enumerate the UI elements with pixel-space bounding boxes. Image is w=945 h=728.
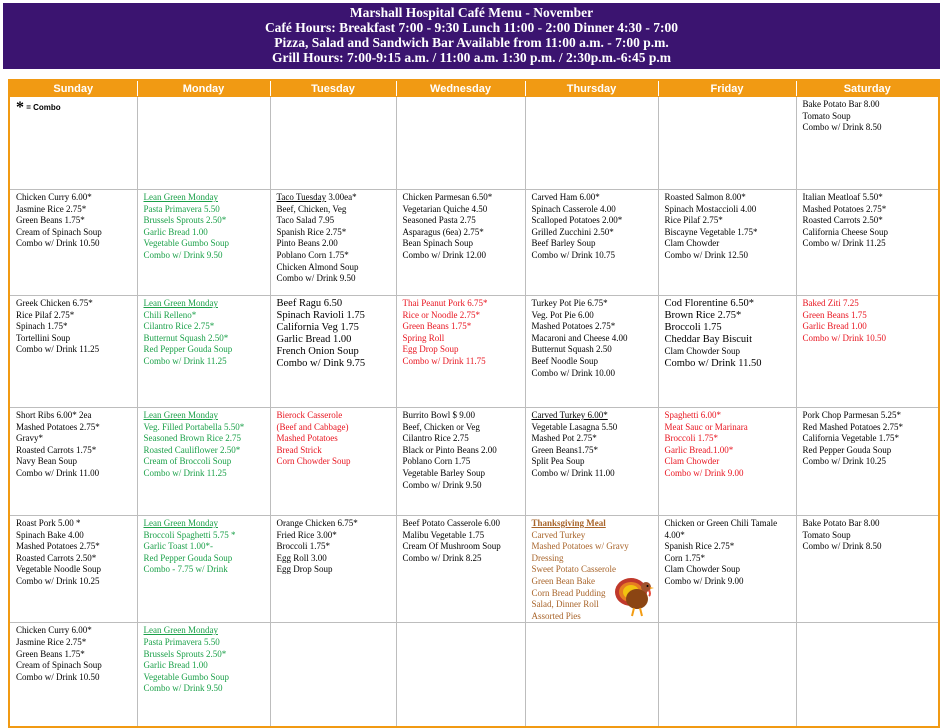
- menu-item: Green Bean Bake: [531, 575, 595, 586]
- menu-item: Carved Turkey: [531, 529, 586, 540]
- menu-item: Seasoned Brown Rice 2.75: [143, 433, 241, 444]
- cell-w1-friday: [658, 97, 796, 190]
- menu-item: Rice Pilaf 2.75*: [16, 309, 75, 320]
- menu-item: Broccoli 1.75*: [276, 541, 330, 552]
- menu-item: Red Pepper Gouda Soup: [802, 444, 892, 455]
- menu-item: Green Beans 1.75*: [16, 215, 85, 226]
- menu-item: Asparagus (6ea) 2.75*: [402, 226, 484, 237]
- cell-w2-tuesday: [270, 190, 396, 296]
- menu-item: Chicken Almond Soup: [276, 261, 359, 272]
- menu-item: Combo w/ Drink 8.50: [802, 541, 882, 552]
- menu-title: Marshall Hospital Café Menu - November: [349, 5, 594, 20]
- menu-item: Meat Sauc or Marinara: [664, 421, 748, 432]
- cell-w3-wednesday: [396, 296, 525, 408]
- menu-item: Brussels Sprouts 2.50*: [143, 215, 227, 226]
- cell-w4-thursday: [525, 408, 658, 516]
- menu-item: Mashed Potatoes w/ Gravy: [531, 541, 629, 552]
- cell-w2-saturday: [796, 190, 939, 296]
- menu-item: Salad, Dinner Roll: [531, 599, 599, 610]
- menu-item: Combo w/ Drink 10.50: [802, 332, 887, 343]
- menu-item: Combo w/ Drink 11.00: [531, 467, 615, 478]
- menu-item: Black or Pinto Beans 2.00: [402, 444, 497, 455]
- menu-item: Mashed Potatoes 2.75*: [531, 321, 616, 332]
- menu-item: Corn Bread Pudding: [531, 587, 606, 598]
- menu-item: Beef Barley Soup: [531, 238, 596, 249]
- menu-item: Pasta Primavera 5.50: [143, 203, 220, 214]
- menu-item: Combo w/ Drink 10.75: [531, 249, 616, 260]
- menu-item: Clam Chowder Soup: [664, 346, 740, 356]
- menu-item: Red Pepper Gouda Soup: [143, 552, 233, 563]
- menu-item: Combo w/ Drink 12.00: [402, 249, 487, 260]
- menu-item: Spinach Casserole 4.00: [531, 203, 616, 214]
- menu-item: Corn 1.75*: [664, 552, 705, 563]
- menu-item: Beef, Chicken, Veg: [276, 203, 347, 214]
- menu-item: Combo w/ Drink 8.25: [402, 552, 482, 563]
- cell-w2-friday: [658, 190, 796, 296]
- menu-item: Combo w/ Drink 10.25: [802, 456, 887, 467]
- menu-item: California Cheese Soup: [802, 226, 888, 237]
- menu-item: Red Mashed Potatoes 2.75*: [802, 421, 903, 432]
- cell-w3-sunday: [9, 296, 137, 408]
- menu-item: Roasted Salmon 8.00*: [664, 192, 746, 202]
- menu-item: California Vegetable 1.75*: [802, 433, 900, 444]
- menu-item: Garlic Bread 1.00: [143, 226, 208, 237]
- menu-item: Bierock Casserole: [276, 410, 343, 420]
- day-wednesday: Wednesday: [396, 80, 525, 97]
- cell-w2-wednesday: [396, 190, 525, 296]
- menu-item: Grilled Zucchini 2.50*: [531, 226, 614, 237]
- menu-item: Vegetable Lasagna 5.50: [531, 421, 618, 432]
- menu-item: Green Beans 1.75*: [402, 321, 472, 332]
- cell-w5-saturday: [796, 516, 939, 623]
- taco-tuesday-title: Taco Tuesday 3.00ea*: [276, 192, 357, 202]
- menu-item: French Onion Soup: [276, 346, 359, 357]
- menu-item: Combo w/ Drink 12.50: [664, 249, 749, 260]
- star-icon: *: [16, 99, 24, 116]
- menu-item: Combo w/ Drink 10.50: [16, 671, 100, 682]
- menu-item: Burrito Bowl $ 9.00: [402, 410, 476, 420]
- menu-item: Combo w/ Drink 11.25: [802, 238, 886, 249]
- menu-item: Spanish Rice 2.75*: [276, 226, 347, 237]
- menu-item: Butternut Squash 2.50*: [143, 332, 229, 343]
- cell-w3-monday: [137, 296, 270, 408]
- menu-item: Roasted Carrots 1.75*: [16, 444, 97, 455]
- bar-hours: Pizza, Salad and Sandwich Bar Available from 11:00 a.m. - 7:00 p.m.: [274, 35, 669, 50]
- cell-w4-monday: [137, 408, 270, 516]
- menu-item: Pinto Beans 2.00: [276, 238, 338, 249]
- menu-item: Jasmine Rice 2.75*: [16, 203, 87, 214]
- menu-item: Cheddar Bay Biscuit: [664, 334, 752, 345]
- menu-item: Pasta Primavera 5.50: [143, 636, 220, 647]
- cell-w4-friday: [658, 408, 796, 516]
- menu-item: Roasted Cauliflower 2.50*: [143, 444, 241, 455]
- menu-item: Combo w/ Drink 11.75: [402, 355, 486, 366]
- week-row-4: [9, 408, 939, 516]
- menu-item: Combo w/ Drink 11.00: [16, 467, 100, 478]
- cell-w4-wednesday: [396, 408, 525, 516]
- menu-item: Malibu Vegetable 1.75: [402, 529, 485, 540]
- menu-item: Jasmine Rice 2.75*: [16, 636, 87, 647]
- menu-item: Poblano Corn 1.75: [402, 456, 471, 467]
- menu-item: Beef, Chicken or Veg: [402, 421, 480, 432]
- menu-item: Combo w/ Drink 11.50: [664, 357, 762, 369]
- menu-item: Garlic Bread.1.00*: [664, 444, 734, 455]
- menu-item: Vegetarian Quiche 4.50: [402, 203, 488, 214]
- menu-calendar: [8, 79, 940, 728]
- menu-item: Beef Potato Casserole 6.00: [402, 518, 500, 528]
- menu-item: Combo w/ Drink 10.25: [16, 575, 100, 586]
- menu-item: Combo w/ Drink 9.00: [664, 575, 744, 586]
- menu-item: Brussels Sprouts 2.50*: [143, 648, 227, 659]
- cell-w3-thursday: [525, 296, 658, 408]
- menu-item: Roast Pork 5.00 *: [16, 518, 81, 528]
- cell-w1-sunday: [9, 97, 137, 190]
- week-row-1: [9, 97, 939, 190]
- cell-w2-sunday: [9, 190, 137, 296]
- cell-w5-friday: [658, 516, 796, 623]
- day-header-row: [9, 80, 939, 97]
- menu-item: Combo - 7.75 w/ Drink: [143, 564, 228, 575]
- menu-item: Mashed Pot 2.75*: [531, 433, 597, 444]
- cell-w4-sunday: [9, 408, 137, 516]
- menu-item: Vegetable Gumbo Soup: [143, 671, 229, 682]
- menu-item: Combo w/ Drink 8.50: [802, 122, 882, 133]
- cell-w5-sunday: [9, 516, 137, 623]
- menu-item: Veg. Pot Pie 6.00: [531, 309, 594, 320]
- menu-item: Combo w/ Drink 9.50: [276, 273, 356, 284]
- menu-item: Beef Ragu 6.50: [276, 298, 343, 309]
- menu-item: Cilantro Rice 2.75*: [143, 321, 215, 332]
- menu-header: [3, 3, 940, 69]
- day-saturday: Saturday: [796, 80, 939, 97]
- menu-item: Scalloped Potatoes 2.00*: [531, 215, 623, 226]
- menu-item: Green Beans 1.75*: [16, 648, 85, 659]
- cell-w1-wednesday: [396, 97, 525, 190]
- menu-item: Chili Relleno*: [143, 309, 197, 320]
- menu-item: Bread Strick: [276, 444, 322, 455]
- menu-item: Egg Drop Soup: [276, 564, 333, 575]
- cell-w3-friday: [658, 296, 796, 408]
- menu-item: Greek Chicken 6.75*: [16, 298, 93, 308]
- menu-item: Roasted Carrots 2.50*: [16, 552, 97, 563]
- menu-item: Green Beans1.75*: [531, 444, 598, 455]
- menu-item: Cream of Broccoli Soup: [143, 456, 232, 467]
- menu-item: Clam Chowder: [664, 238, 720, 249]
- menu-item: Combo w/ Drink 9.50: [402, 479, 482, 490]
- menu-item: Mashed Potatoes 2.75*: [802, 203, 887, 214]
- menu-item: Rice or Noodle 2.75*: [402, 309, 480, 320]
- menu-item: Navy Bean Soup: [16, 456, 77, 467]
- menu-item: Vegetable Gumbo Soup: [143, 238, 229, 249]
- cell-w2-monday: [137, 190, 270, 296]
- menu-item: (Beef and Cabbage): [276, 421, 349, 432]
- menu-item: Vegetable Barley Soup: [402, 467, 485, 478]
- menu-item: Short Ribs 6.00* 2ea: [16, 410, 92, 420]
- cell-w6-tuesday: [270, 623, 396, 727]
- menu-item: Garlic Bread 1.00: [276, 334, 352, 345]
- menu-item: Spinach 1.75*: [16, 321, 68, 332]
- menu-item: Broccoli 1.75*: [664, 433, 718, 444]
- menu-item: Turkey Pot Pie 6.75*: [531, 298, 608, 308]
- menu-item: California Veg 1.75: [276, 322, 359, 333]
- cell-w1-monday: [137, 97, 270, 190]
- menu-item: Red Pepper Gouda Soup: [143, 344, 233, 355]
- menu-item: Rice Pilaf 2.75*: [664, 215, 723, 226]
- cell-w5-monday: [137, 516, 270, 623]
- menu-item: Butternut Squash 2.50: [531, 344, 612, 355]
- menu-item: Brown Rice 2.75*: [664, 310, 742, 321]
- week-row-5: [9, 516, 939, 623]
- menu-item: Sweet Potato Casserole: [531, 564, 616, 575]
- cell-w6-saturday: [796, 623, 939, 727]
- menu-item: Broccoli 1.75: [664, 322, 722, 333]
- cell-w6-thursday: [525, 623, 658, 727]
- turkey-body: [626, 589, 648, 609]
- menu-item: Baked Ziti 7.25: [802, 298, 859, 308]
- menu-item: Combo w/ Drink 9.50: [143, 683, 223, 694]
- menu-item: Chicken Parmesan 6.50*: [402, 192, 493, 202]
- day-thursday: Thursday: [525, 80, 658, 97]
- cafe-hours: Café Hours: Breakfast 7:00 - 9:30 Lunch 11:00 - 2:00 Dinner 4:30 - 7:00: [264, 20, 679, 35]
- lean-green-title: Lean Green Monday: [143, 298, 218, 308]
- menu-item: Chicken Curry 6.00*: [16, 625, 92, 636]
- menu-item: Corn Chowder Soup: [276, 456, 351, 467]
- menu-item: Mashed Potatoes 2.75*: [16, 541, 100, 552]
- menu-item: Dressing: [531, 552, 564, 563]
- cell-w5-tuesday: [270, 516, 396, 623]
- menu-item: Fried Rice 3.00*: [276, 529, 337, 540]
- menu-item: Clam Chowder Soup: [664, 564, 740, 575]
- menu-item: Assorted Pies: [531, 610, 581, 621]
- cell-w1-tuesday: [270, 97, 396, 190]
- menu-item: Biscayne Vegetable 1.75*: [664, 226, 758, 237]
- menu-item: Combo w/ Dink 9.75: [276, 358, 366, 369]
- menu-item: Mashed Potatoes 2.75*: [16, 421, 100, 432]
- menu-item: Pork Chop Parmesan 5.25*: [802, 410, 901, 420]
- menu-item: Egg Drop Soup: [402, 344, 459, 355]
- lean-green-title: Lean Green Monday: [143, 192, 218, 202]
- menu-item: Garlic Bread 1.00: [802, 321, 867, 332]
- menu-item: Spinach Mostaccioli 4.00: [664, 203, 757, 214]
- cell-w4-saturday: [796, 408, 939, 516]
- menu-item: Seasoned Pasta 2.75: [402, 215, 476, 226]
- cell-w5-wednesday: [396, 516, 525, 623]
- cell-w1-saturday: [796, 97, 939, 190]
- cell-w6-sunday: [9, 623, 137, 727]
- menu-item: Thai Peanut Pork 6.75*: [402, 298, 488, 308]
- menu-item: Combo w/ Drink 11.25: [143, 467, 227, 478]
- lean-green-title: Lean Green Monday: [143, 518, 218, 528]
- menu-item: Tortellini Soup: [16, 332, 71, 343]
- cell-w3-tuesday: [270, 296, 396, 408]
- menu-item: Cream of Spinach Soup: [16, 226, 102, 237]
- menu-item: Gravy*: [16, 433, 43, 444]
- day-tuesday: Tuesday: [270, 80, 396, 97]
- cell-w1-thursday: [525, 97, 658, 190]
- menu-item: Mashed Potatoes: [276, 433, 338, 444]
- menu-item: Tomato Soup: [802, 529, 851, 540]
- menu-item: Clam Chowder: [664, 456, 720, 467]
- menu-item: Spanish Rice 2.75*: [664, 541, 735, 552]
- menu-item: Combo w/ Drink 11.25: [16, 344, 100, 355]
- menu-item: Chicken Curry 6.00*: [16, 192, 92, 202]
- menu-item: Spaghetti 6.00*: [664, 410, 721, 420]
- menu-item: Cream Of Mushroom Soup: [402, 541, 501, 552]
- combo-legend: * = Combo: [16, 99, 61, 116]
- menu-item: Cod Florentine 6.50*: [664, 298, 755, 309]
- lean-green-title: Lean Green Monday: [143, 410, 218, 420]
- menu-item: Spring Roll: [402, 332, 445, 343]
- week-row-6: [9, 623, 939, 727]
- week-row-2: [9, 190, 939, 296]
- menu-item: Garlic Toast 1.00*-: [143, 541, 213, 552]
- menu-item: Combo w/ Drink 9.00: [664, 467, 744, 478]
- menu-item: Bake Potato Bar 8.00: [802, 518, 880, 528]
- day-monday: Monday: [137, 80, 270, 97]
- menu-item: Spinach Ravioli 1.75: [276, 310, 365, 321]
- menu-item: Broccoli Spaghetti 5.75 *: [143, 529, 236, 540]
- menu-item: Vegetable Noodle Soup: [16, 564, 101, 575]
- menu-item: Split Pea Soup: [531, 456, 585, 467]
- menu-item: Carved Turkey 6.00*: [531, 410, 608, 420]
- menu-item: Italian Meatloaf 5.50*: [802, 192, 883, 202]
- menu-item: Cream of Spinach Soup: [16, 660, 102, 671]
- menu-item: Green Beans 1.75: [802, 309, 867, 320]
- menu-item: Orange Chicken 6.75*: [276, 518, 358, 528]
- grill-hours: Grill Hours: 7:00-9:15 a.m. / 11:00 a.m. 1:30 p.m. / 2:30p.m.-6:45 p.m: [272, 50, 671, 65]
- menu-item: Garlic Bread 1.00: [143, 660, 208, 671]
- day-friday: Friday: [658, 80, 796, 97]
- menu-item: Veg. Filled Portabella 5.50*: [143, 421, 245, 432]
- thanksgiving-title: Thanksgiving Meal: [531, 518, 606, 528]
- menu-item: Spinach Bake 4.00: [16, 529, 84, 540]
- menu-item: Chicken or Green Chili Tamale: [664, 518, 778, 528]
- cell-w3-saturday: [796, 296, 939, 408]
- menu-item: Combo w/ Drink 10.00: [531, 367, 616, 378]
- cell-w4-tuesday: [270, 408, 396, 516]
- lean-green-title: Lean Green Monday: [143, 625, 218, 636]
- menu-item: Tomato Soup: [802, 110, 851, 121]
- menu-item: Cilantro Rice 2.75: [402, 433, 469, 444]
- cell-w2-thursday: [525, 190, 658, 296]
- menu-item: Taco Salad 7.95: [276, 215, 335, 226]
- menu-item: Combo w/ Drink 11.25: [143, 355, 227, 366]
- menu-item: Bake Potato Bar 8.00: [802, 99, 880, 109]
- menu-item: Combo w/ Drink 9.50: [143, 249, 223, 260]
- menu-item: Bean Spinach Soup: [402, 238, 473, 249]
- menu-item: Roasted Carrots 2.50*: [802, 215, 883, 226]
- turkey-icon: [613, 572, 663, 618]
- week-row-3: [9, 296, 939, 408]
- day-sunday: Sunday: [9, 80, 137, 97]
- menu-item: Egg Roll 3.00: [276, 552, 327, 563]
- cell-w6-friday: [658, 623, 796, 727]
- menu-item: Beef Noodle Soup: [531, 355, 598, 366]
- menu-item: Poblano Corn 1.75*: [276, 249, 349, 260]
- menu-item: Combo w/ Drink 10.50: [16, 238, 100, 249]
- cell-w6-wednesday: [396, 623, 525, 727]
- menu-item: 4.00*: [664, 529, 685, 540]
- menu-item: Carved Ham 6.00*: [531, 192, 600, 202]
- menu-item: Macaroni and Cheese 4.00: [531, 332, 628, 343]
- cell-w6-monday: [137, 623, 270, 727]
